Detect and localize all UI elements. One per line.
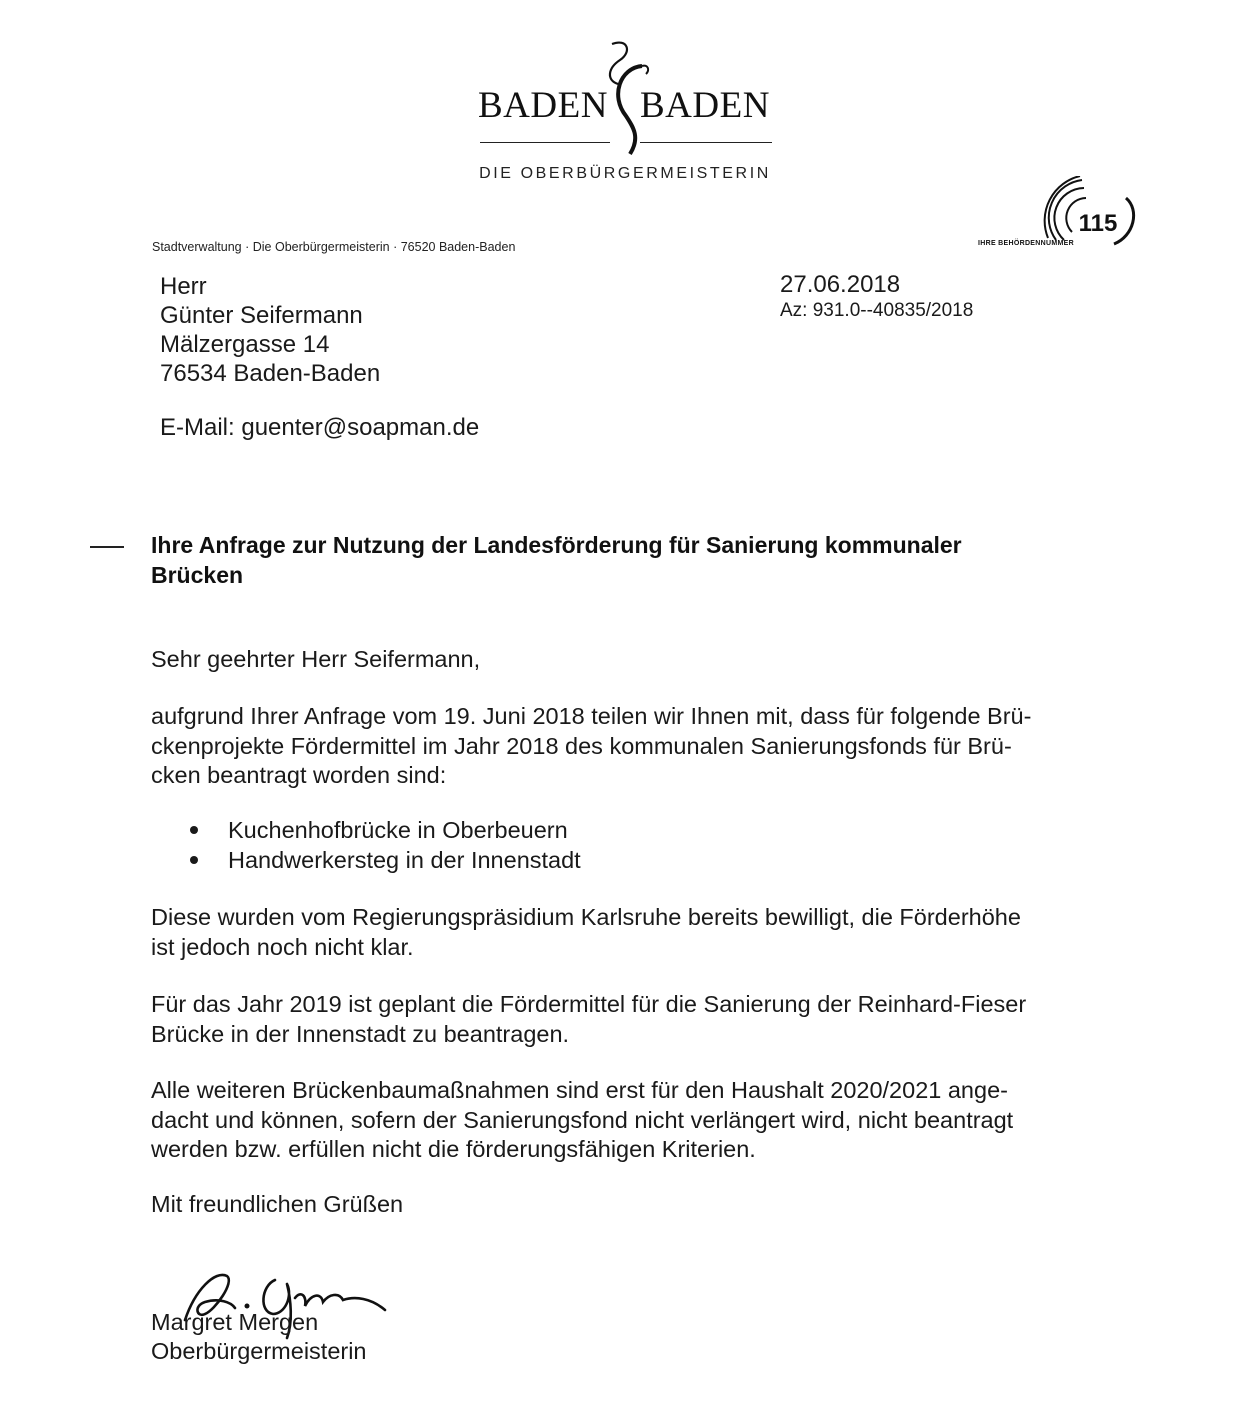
list-item-text: Kuchenhofbrücke in Oberbeuern — [228, 817, 568, 843]
fold-mark — [90, 546, 124, 548]
body-paragraph — [151, 1076, 1091, 1165]
bridge-project-list — [190, 815, 581, 875]
paragraph-line: ckenprojekte Fördermittel im Jahr 2018 des kommunalen Sanierungsfonds für Brü- — [151, 732, 1012, 759]
list-item-text: Handwerkersteg in der Innenstadt — [228, 847, 581, 873]
closing: Mit freundlichen Grüßen — [151, 1191, 404, 1217]
logo-rule-right — [640, 142, 772, 143]
paragraph-line: aufgrund Ihrer Anfrage vom 19. Juni 2018 teilen wir Ihnen mit, dass für folgende Brü- — [151, 703, 1032, 729]
signatory-title: Oberbürgermeisterin — [151, 1338, 367, 1364]
paragraph-line: werden bzw. erfüllen nicht die förderungsfähigen Kriterien. — [151, 1136, 756, 1162]
body-paragraph — [151, 903, 1091, 962]
recipient-address — [160, 272, 380, 388]
subject-line — [151, 530, 1091, 590]
subject-text: Ihre Anfrage zur Nutzung der Landesförderung für Sanierung kommunaler — [151, 532, 962, 558]
paragraph-line: Alle weiteren Brückenbaumaßnahmen sind erst für den Haushalt 2020/2021 ange- — [151, 1077, 1008, 1103]
address-line: Günter Seifermann — [160, 302, 363, 329]
recipient-email: E-Mail: guenter@soapman.de — [160, 414, 480, 441]
address-line: 76534 Baden-Baden — [160, 360, 381, 387]
paragraph-line: dacht und können, sofern der Sanierungsfond nicht verlängert wird, nicht beantragt — [151, 1106, 1014, 1133]
list-item — [190, 815, 581, 845]
address-line: Herr — [160, 273, 207, 300]
logo-word-right: BADEN — [640, 85, 770, 126]
reference-number: Az: 931.0--40835/2018 — [780, 300, 974, 321]
paragraph-line: Diese wurden vom Regierungspräsidium Karlsruhe bereits bewilligt, die Förderhöhe — [151, 904, 1021, 930]
logo-subtitle: DIE OBERBÜRGERMEISTERIN — [479, 165, 771, 182]
salutation: Sehr geehrter Herr Seifermann, — [151, 646, 481, 672]
bullet-icon — [190, 826, 198, 834]
badge-number: 115 — [1078, 210, 1118, 237]
address-line: Mälzergasse 14 — [160, 331, 330, 358]
signatory-block — [151, 1308, 367, 1366]
letter-date: 27.06.2018 — [780, 271, 901, 298]
paragraph-line: Für das Jahr 2019 ist geplant die Fördermittel für die Sanierung der Reinhard-Fieser — [151, 991, 1027, 1017]
logo-word-left: BADEN — [478, 85, 608, 126]
signatory-name: Margret Mergen — [151, 1309, 319, 1335]
bullet-icon — [190, 856, 198, 864]
paragraph-line: ist jedoch noch nicht klar. — [151, 933, 414, 960]
paragraph-line: cken beantragt worden sind: — [151, 762, 447, 788]
body-paragraph — [151, 702, 1091, 791]
subject-text: Brücken — [151, 562, 244, 588]
body-paragraph — [151, 990, 1091, 1049]
badge-caption: IHRE BEHÖRDENNUMMER — [978, 240, 1074, 247]
sender-line: Stadtverwaltung · Die Oberbürgermeisterin · 76520 Baden-Baden — [152, 240, 516, 254]
paragraph-line: Brücke in der Innenstadt zu beantragen. — [151, 1020, 570, 1047]
signal-waves-icon — [1030, 176, 1140, 250]
list-item — [190, 845, 581, 875]
logo-rule-left — [480, 142, 610, 143]
